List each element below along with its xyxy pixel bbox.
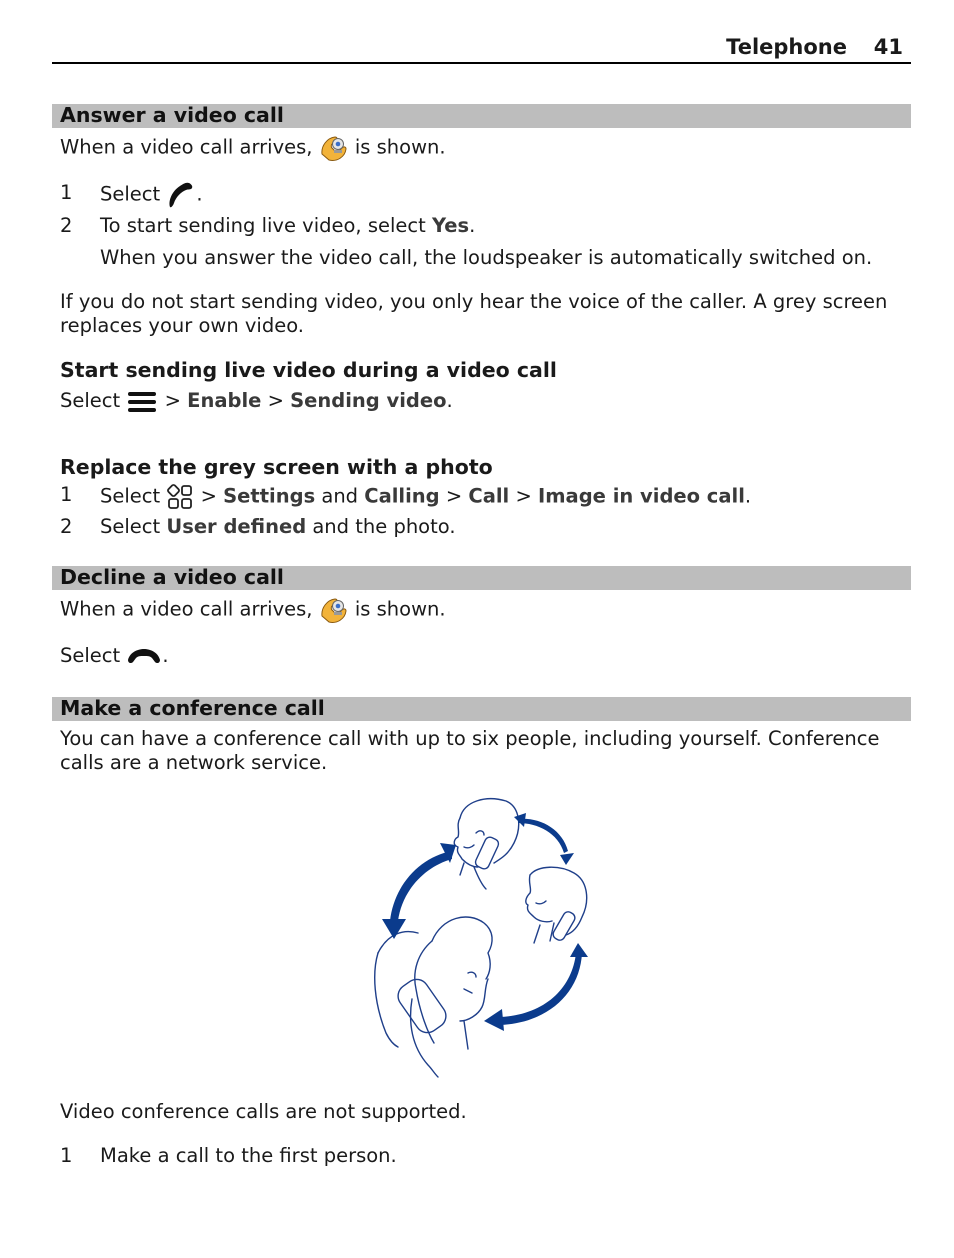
answer-step-2-note: When you answer the video call, the loudspeaker is automatically switched on. bbox=[100, 246, 873, 269]
decline-arrives-text bbox=[60, 596, 906, 624]
step-number: 1 bbox=[60, 483, 73, 506]
phone-answer-icon bbox=[166, 181, 196, 209]
text: Select bbox=[60, 389, 121, 412]
text: is shown. bbox=[354, 597, 446, 621]
text: > bbox=[200, 484, 217, 508]
text: is shown. bbox=[354, 135, 446, 159]
text: When a video call arrives, bbox=[60, 135, 313, 159]
section-heading: Make a conference call bbox=[60, 696, 325, 720]
text: > bbox=[515, 484, 532, 508]
text: . bbox=[162, 644, 169, 667]
answer-step-2 bbox=[100, 214, 906, 238]
yes-option: Yes bbox=[431, 214, 470, 237]
answer-step-1 bbox=[100, 181, 906, 209]
text: . bbox=[469, 214, 476, 237]
replace-step-1 bbox=[100, 483, 906, 511]
text: To start sending live video, select bbox=[100, 214, 426, 237]
section-decline-video-call bbox=[52, 566, 911, 590]
step-number: 2 bbox=[60, 214, 73, 237]
section-answer-video-call bbox=[52, 104, 911, 128]
answer-arrives-text bbox=[60, 134, 906, 162]
conference-step-1: Make a call to the first person. bbox=[100, 1144, 397, 1167]
options-menu-icon bbox=[126, 390, 158, 414]
step-number: 2 bbox=[60, 515, 73, 538]
subheading-replace-grey-screen: Replace the grey screen with a photo bbox=[60, 455, 493, 479]
end-call-icon bbox=[126, 646, 162, 668]
image-in-video-call-option: Image in video call bbox=[537, 484, 745, 508]
header-title: Telephone bbox=[726, 35, 847, 59]
section-heading: Decline a video call bbox=[60, 565, 284, 589]
settings-option: Settings bbox=[223, 484, 316, 508]
enable-option: Enable bbox=[187, 389, 262, 412]
video-call-icon bbox=[319, 596, 349, 624]
subheading-start-sending: Start sending live video during a video call bbox=[60, 358, 557, 382]
section-conference-call bbox=[52, 697, 911, 721]
decline-instruction bbox=[60, 644, 906, 668]
step-number: 1 bbox=[60, 181, 73, 204]
text: and bbox=[321, 484, 359, 508]
text: > bbox=[267, 389, 284, 412]
text: > bbox=[164, 389, 181, 412]
conference-paragraph: You can have a conference call with up to six people, including yourself. Conference calls are a network service. bbox=[60, 727, 880, 774]
text: When a video call arrives, bbox=[60, 597, 313, 621]
step-number: 1 bbox=[60, 1144, 73, 1167]
text: Select bbox=[60, 644, 121, 667]
sending-video-option: Sending video bbox=[290, 389, 447, 412]
text: Select bbox=[100, 484, 161, 508]
conference-call-illustration bbox=[368, 793, 594, 1083]
replace-step-2 bbox=[100, 515, 906, 539]
user-defined-option: User defined bbox=[166, 515, 307, 538]
conference-not-supported: Video conference calls are not supported. bbox=[60, 1100, 467, 1123]
answer-paragraph: If you do not start sending video, you only hear the voice of the caller. A grey screen replaces your own video. bbox=[60, 290, 888, 338]
page-number: 41 bbox=[873, 35, 903, 59]
text: and the photo. bbox=[312, 515, 456, 538]
text: Select bbox=[100, 515, 161, 538]
text: Select bbox=[100, 182, 161, 206]
start-sending-instructions bbox=[60, 389, 906, 414]
text: . bbox=[744, 484, 752, 508]
menu-grid-icon bbox=[166, 483, 194, 511]
text: . bbox=[446, 389, 453, 412]
call-option: Call bbox=[468, 484, 510, 508]
section-heading: Answer a video call bbox=[60, 103, 284, 127]
page-header bbox=[52, 34, 911, 64]
text: > bbox=[445, 484, 463, 508]
calling-option: Calling bbox=[364, 484, 440, 508]
video-call-icon bbox=[319, 134, 349, 162]
text: . bbox=[196, 182, 203, 206]
